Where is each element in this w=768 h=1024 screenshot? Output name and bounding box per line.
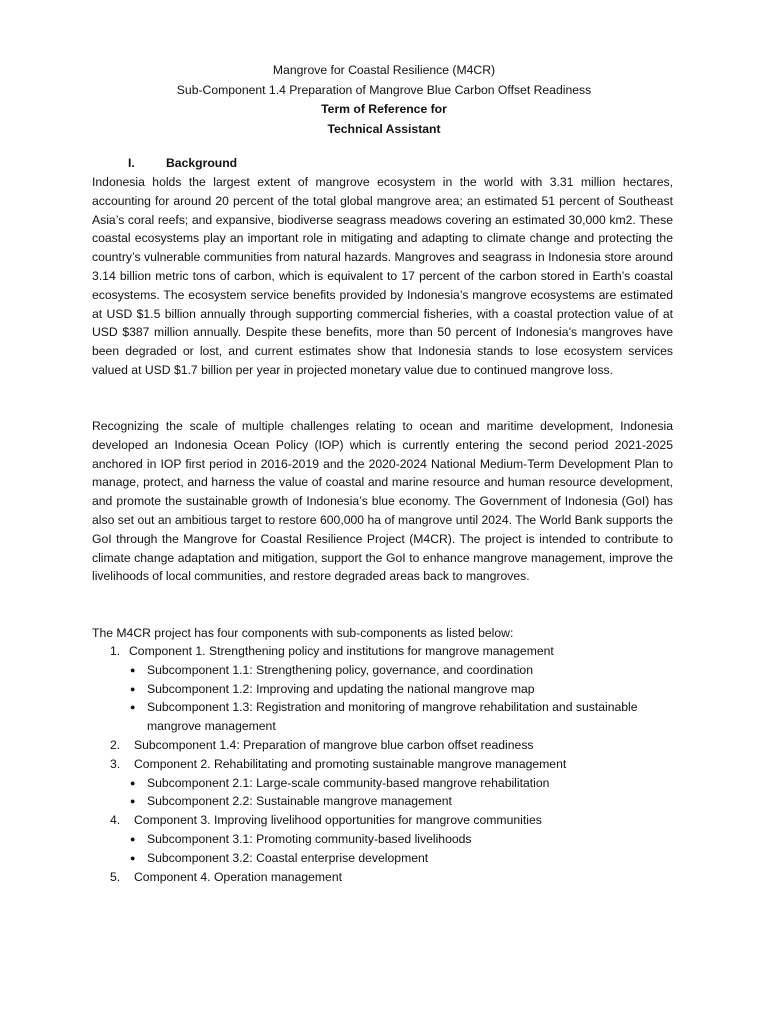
list-text: Subcomponent 1.2: Improving and updating the national mangrove map: [147, 681, 535, 696]
list-number: 4.: [110, 813, 121, 828]
list-text: Subcomponent 3.2: Coastal enterprise development: [147, 850, 429, 865]
list-item: [92, 642, 692, 661]
document-header: [0, 61, 768, 139]
list-number: 3.: [110, 756, 121, 771]
paragraph-policy: Recognizing the scale of multiple challenges relating to ocean and maritime development, Indonesia developed an Indonesia Ocean Policy (IOP) which is currently entering the second period 2021-2025 anchored in IOP first period in 2016-2019 and the 2020-2024 National Medium-Term Development Plan to manage, protect, and harness the value of coastal and marine resource and human resource development, and promote the sustainable growth of Indonesia’s blue economy. The Government of Indonesia (GoI) has also set out an ambitious target to restore 600,000 ha of mangrove until 2024. The World Bank supports the GoI through the Mangrove for Coastal Resilience Project (M4CR). The project is intended to contribute to climate change adaptation and mitigation, support the GoI to enhance mangrove management, improve the livelihoods of local communities, and restore degraded areas back to mangroves.: [92, 419, 673, 584]
list-text: Subcomponent 1.1: Strengthening policy, governance, and coordination: [147, 662, 533, 677]
position-title: Technical Assistant: [327, 121, 441, 136]
list-item: [92, 811, 692, 830]
list-text: Subcomponent 1.3: Registration and monitoring of mangrove rehabilitation and sustainable mangrove management: [147, 700, 638, 734]
list-text: Component 1. Strengthening policy and institutions for mangrove management: [129, 644, 554, 658]
bullet-icon: ●: [130, 777, 136, 788]
list-text: Subcomponent 3.1: Promoting community-based livelihoods: [147, 831, 472, 846]
components-list: [92, 642, 692, 886]
section-heading: [128, 154, 237, 173]
tor-title: Term of Reference for: [321, 102, 447, 116]
bullet-icon: ●: [130, 683, 136, 694]
bullet-icon: ●: [130, 664, 136, 675]
list-text: Component 3. Improving livelihood opportunities for mangrove communities: [134, 813, 542, 828]
list-number: 2.: [110, 737, 121, 752]
bullet-icon: ●: [130, 796, 136, 807]
list-text: Subcomponent 1.4: Preparation of mangrove blue carbon offset readiness: [134, 737, 534, 752]
bullet-icon: ●: [130, 702, 136, 713]
list-item: [92, 755, 692, 774]
paragraph-background: Indonesia holds the largest extent of mangrove ecosystem in the world with 3.31 million hectares, accounting for around 20 percent of the total global mangrove area; an estimated 51 percent of Southeast Asia’s coral reefs; and expansive, biodiverse seagrass meadows covering an estimated 30,000 km2. These coastal ecosystems play an important role in mitigating and adapting to climate change and protecting the country’s vulnerable communities from natural hazards. Mangroves and seagrass in Indonesia store around 3.14 billion metric tons of carbon, which is equivalent to 17 percent of the carbon stored in Earth’s coastal ecosystems. The ecosystem service benefits provided by Indonesia’s mangrove ecosystems are estimated at USD $1.5 billion annually through supporting commercial fisheries, with a coastal protection value of at USD $387 million annually. Despite these benefits, more than 50 percent of Indonesia’s mangroves have been degraded or lost, and current estimates show that Indonesia stands to lose ecosystem services valued at USD $1.7 billion per year in projected monetary value due to continued mangrove loss.: [92, 175, 673, 377]
list-text: Component 4. Operation management: [134, 869, 342, 884]
list-subitem: [92, 830, 692, 849]
list-text: Subcomponent 2.1: Large-scale community-based mangrove rehabilitation: [147, 775, 550, 790]
list-text: Subcomponent 2.2: Sustainable mangrove management: [147, 794, 452, 809]
list-subitem: [92, 698, 692, 736]
section-title: Background: [166, 156, 238, 170]
list-subitem: [92, 680, 692, 699]
list-subitem: [92, 774, 692, 793]
section-number: I.: [128, 156, 135, 170]
bullet-icon: ●: [130, 852, 136, 863]
project-title: Mangrove for Coastal Resilience (M4CR): [272, 63, 496, 77]
subcomponent-title: Sub-Component 1.4 Preparation of Mangrove Blue Carbon Offset Readiness: [176, 82, 592, 97]
paragraph-components-intro: The M4CR project has four components with sub-components as listed below:: [92, 626, 514, 640]
list-number: 1.: [110, 644, 121, 658]
list-subitem: [92, 792, 692, 811]
list-item: [92, 868, 692, 887]
list-subitem: [92, 661, 692, 680]
list-text: Component 2. Rehabilitating and promoting sustainable mangrove management: [134, 756, 567, 771]
list-item: [92, 736, 692, 755]
bullet-icon: ●: [130, 833, 136, 844]
list-number: 5.: [110, 869, 121, 884]
list-subitem: [92, 849, 692, 868]
